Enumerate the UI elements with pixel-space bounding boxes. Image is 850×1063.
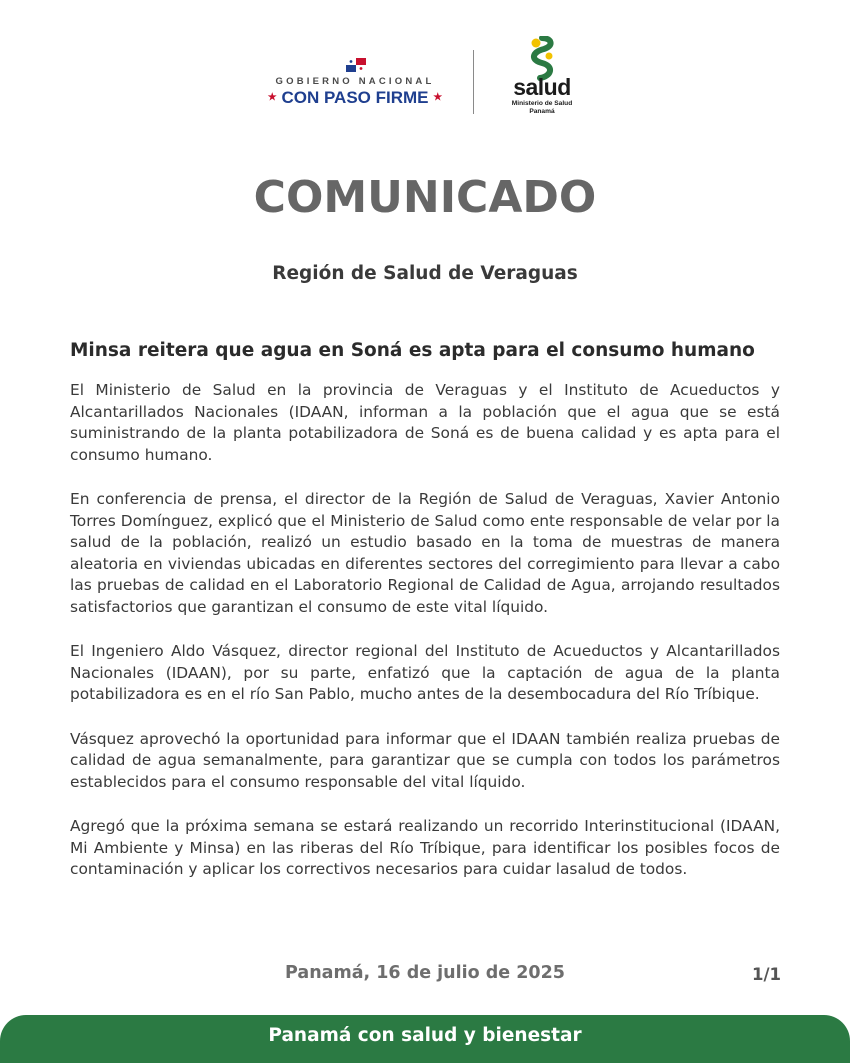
document-title: COMUNICADO (253, 172, 597, 223)
paragraph: En conferencia de prensa, el director de la Región de Salud de Veraguas, Xavier Antonio Torres Domínguez, explicó que el Ministerio de Salud como ente responsable de velar por la salud de la población, realizó un estudio basado en la toma de muestras de manera aleatoria en viviendas ubicadas en diferentes sectores del corregimiento para llevar a cabo las pruebas de calidad en el Laboratorio Regional de Calidad de Agua, arrojando resultados satisfactorios que garantizan el consumo de este vital líquido. (70, 490, 780, 616)
panama-flag-icon (346, 58, 366, 72)
minsa-logo-subtitle (500, 100, 584, 116)
gov-logo-top-text: GOBIERNO NACIONAL (275, 76, 435, 87)
bottom-banner (0, 1015, 850, 1063)
document-date: Panamá, 16 de julio de 2025 (285, 963, 565, 983)
minsa-logo (500, 36, 590, 126)
paragraph: Vásquez aprovechó la oportunidad para informar que el IDAAN también realiza pruebas de calidad de agua semanalmente, para garantizar que se cumpla con todos los parámetros establecidos para el consumo responsable del vital líquido. (70, 729, 780, 791)
minsa-logo-sub-line1: Ministerio de Salud (511, 100, 573, 107)
gov-logo-slogan: CON PASO FIRME (281, 88, 429, 107)
red-star-icon: ★ (433, 92, 443, 103)
minsa-logo-name: salud (513, 74, 571, 100)
page-number: 1/1 (752, 965, 781, 984)
paragraph: El Ministerio de Salud en la provincia de Veraguas y el Instituto de Acueductos y Alcantarillados Nacionales (IDAAN, informan a la población que el agua que se está suministrando de la planta potabilizadora de Soná es de buena calidad y es apta para el consumo humano. (70, 381, 780, 464)
paragraph: Agregó que la próxima semana se estará realizando un recorrido Interinstitucional (IDAAN, Mi Ambiente y Minsa) en las riberas del Río Tríbique, para identificar los posibles focos de contaminación y aplicar los correctivos necesarios para cuidar lasalud de todos. (70, 817, 780, 878)
red-star-icon: ★ (267, 92, 277, 103)
gov-logo-main-text (250, 88, 460, 108)
paragraph: El Ingeniero Aldo Vásquez, director regional del Instituto de Acueductos y Alcantarillados Nacionales (IDAAN), por su parte, enfatizó que la captación de agua de la planta potabilizadora es en el río San Pablo, mucho antes de la desembocadura del Río Tríbique. (70, 642, 780, 703)
body-text (70, 380, 780, 904)
headline: Minsa reitera que agua en Soná es apta para el consumo humano (70, 340, 755, 361)
footer-slogan: Panamá con salud y bienestar (268, 1025, 582, 1046)
region-heading: Región de Salud de Veraguas (272, 263, 578, 284)
minsa-logo-sub-line2: Panamá (529, 108, 555, 115)
header (0, 40, 850, 130)
logo-divider (473, 50, 474, 114)
